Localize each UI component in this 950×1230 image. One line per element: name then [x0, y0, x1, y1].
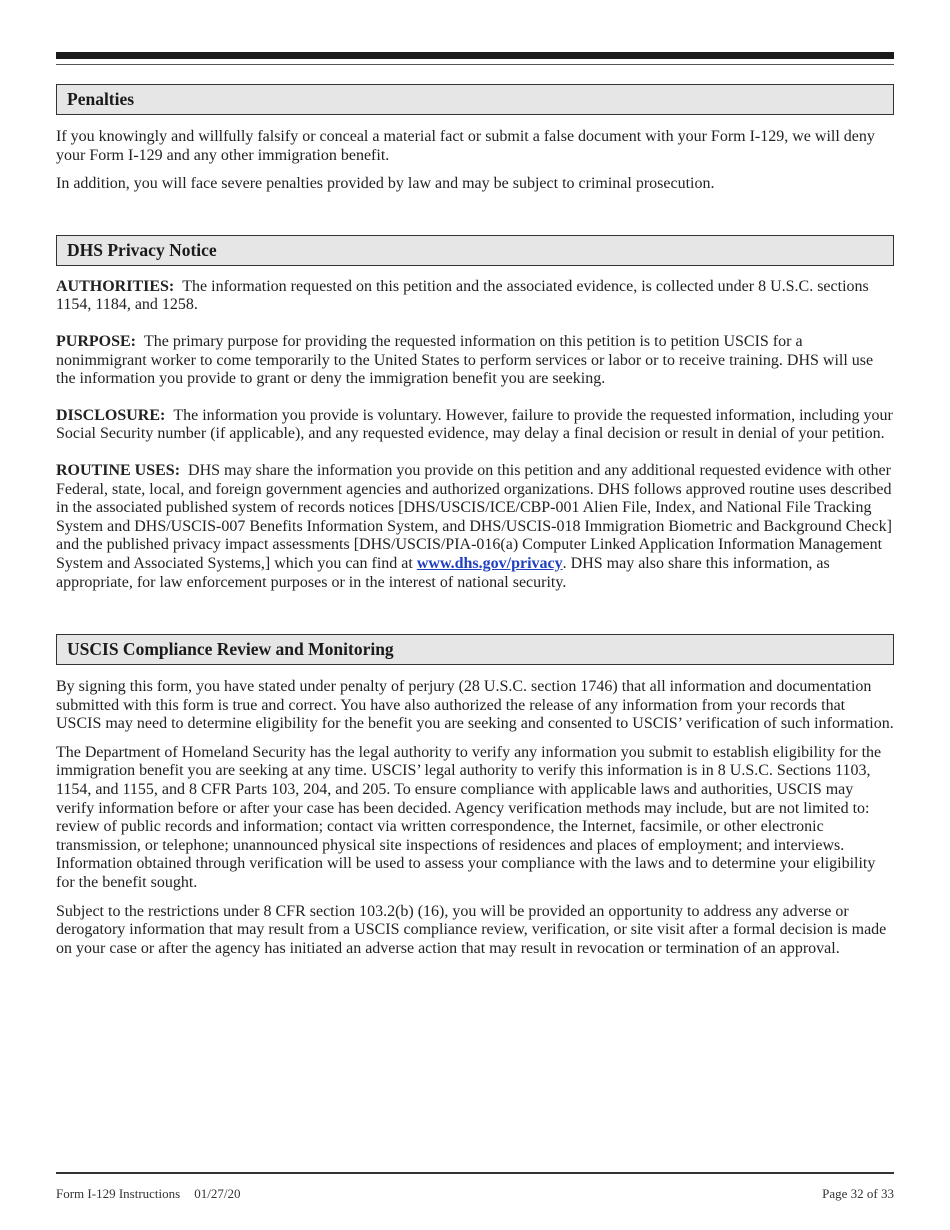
- compliance-paragraph-3: Subject to the restrictions under 8 CFR section 103.2(b) (16), you will be provided an opportunity to address any adverse or derogatory information that may result from a USCIS compliance review, verification, or site visit after a formal decision is made on your case or after the agency has initiated an adverse action that may result in revocation or termination of an approval.: [56, 902, 887, 957]
- page-content: [56, 84, 894, 958]
- header-rule-thick: [56, 52, 894, 59]
- authorities-paragraph: [56, 278, 894, 315]
- footer-form-name: Form I-129 Instructions: [56, 1186, 181, 1201]
- disclosure-paragraph: [56, 407, 894, 444]
- footer-form-info: [56, 1186, 240, 1202]
- routine-uses-paragraph: [56, 462, 894, 592]
- footer-rule: [56, 1172, 894, 1174]
- penalties-paragraph-2: In addition, you will face severe penalties provided by law and may be subject to criminal prosecution.: [56, 175, 715, 193]
- purpose-label: PURPOSE:: [56, 332, 136, 350]
- compliance-paragraph-1: By signing this form, you have stated under penalty of perjury (28 U.S.C. section 1746) that all information and documentation submitted with this form is true and correct. You have also authorized the release of any information from your records that USCIS may need to determine eligibility for the benefit you are seeking and consented to USCIS’ verification of such information.: [56, 678, 894, 733]
- penalties-title: Penalties: [67, 89, 135, 109]
- authorities-text: The information requested on this petition and the associated evidence, is collected under 8 U.S.C. sections 1154, 1184, and 1258.: [56, 277, 869, 314]
- privacy-notice-header: [56, 235, 894, 266]
- footer-date: 01/27/20: [194, 1186, 241, 1201]
- penalties-paragraph-1: If you knowingly and willfully falsify or conceal a material fact or submit a false document with your Form I-129, we will deny your Form I-129 and any other immigration benefit.: [56, 128, 875, 164]
- routine-uses-tail: . DHS may also share this information, as appropriate, for law enforcement purposes or in the interest of national security.: [56, 554, 830, 591]
- purpose-paragraph: [56, 333, 894, 389]
- privacy-notice-title: DHS Privacy Notice: [67, 239, 217, 260]
- header-rule-thin: [56, 64, 894, 65]
- compliance-header: [56, 634, 894, 665]
- penalties-header: [56, 84, 894, 115]
- authorities-label: AUTHORITIES:: [56, 277, 175, 295]
- compliance-paragraph-2: The Department of Homeland Security has the legal authority to verify any information you submit to establish eligibility for the immigration benefit you are seeking at any time. USCIS’ legal authority to verify this information is in 8 U.S.C. Sections 1103, 1154, and 1155, and 8 CFR Parts 103, 204, and 205. To ensure compliance with applicable laws and authorities, USCIS may verify information before or after your case has been decided. Agency verification methods may include, but are not limited to: review of public records and information; contact via written correspondence, the Internet, facsimile, or other electronic transmission, or telephone; unannounced physical site inspections of residences and places of employment; and interviews. Information obtained through verification will be used to assess your compliance with the laws and to determine your eligibility for the benefit sought.: [56, 743, 882, 892]
- purpose-text: The primary purpose for providing the requested information on this petition is to petition USCIS for a nonimmigrant worker to come temporarily to the United States to perform services or labor or to receive training. DHS will use the information you provide to grant or deny the immigration benefit you are seeking.: [56, 332, 874, 388]
- dhs-privacy-link[interactable]: www.dhs.gov/privacy: [416, 554, 563, 572]
- routine-uses-label: ROUTINE USES:: [56, 461, 181, 479]
- compliance-title: USCIS Compliance Review and Monitoring: [67, 639, 394, 660]
- disclosure-label: DISCLOSURE:: [56, 406, 166, 424]
- routine-uses-text: DHS may share the information you provide on this petition and any additional requested evidence with other Federal, state, local, and foreign government agencies and authorized organizations. DHS follows approved routine uses described in the associated published system of records notices [DHS/USCIS/ICE/CBP-001 Alien File, Index, and National File Tracking System and DHS/USCIS-007 Benefits Information System, and DHS/USCIS-018 Immigration Biometric and Background Check] and the published privacy impact assessments [DHS/USCIS/PIA-016(a) Computer Linked Application Information Management System and Associated Systems,] which you can find at: [56, 461, 892, 572]
- disclosure-text: The information you provide is voluntary. However, failure to provide the requested information, including your Social Security number (if applicable), and any requested evidence, may delay a final decision or result in denial of your petition.: [56, 406, 893, 443]
- footer-page-number: Page 32 of 33: [822, 1186, 894, 1201]
